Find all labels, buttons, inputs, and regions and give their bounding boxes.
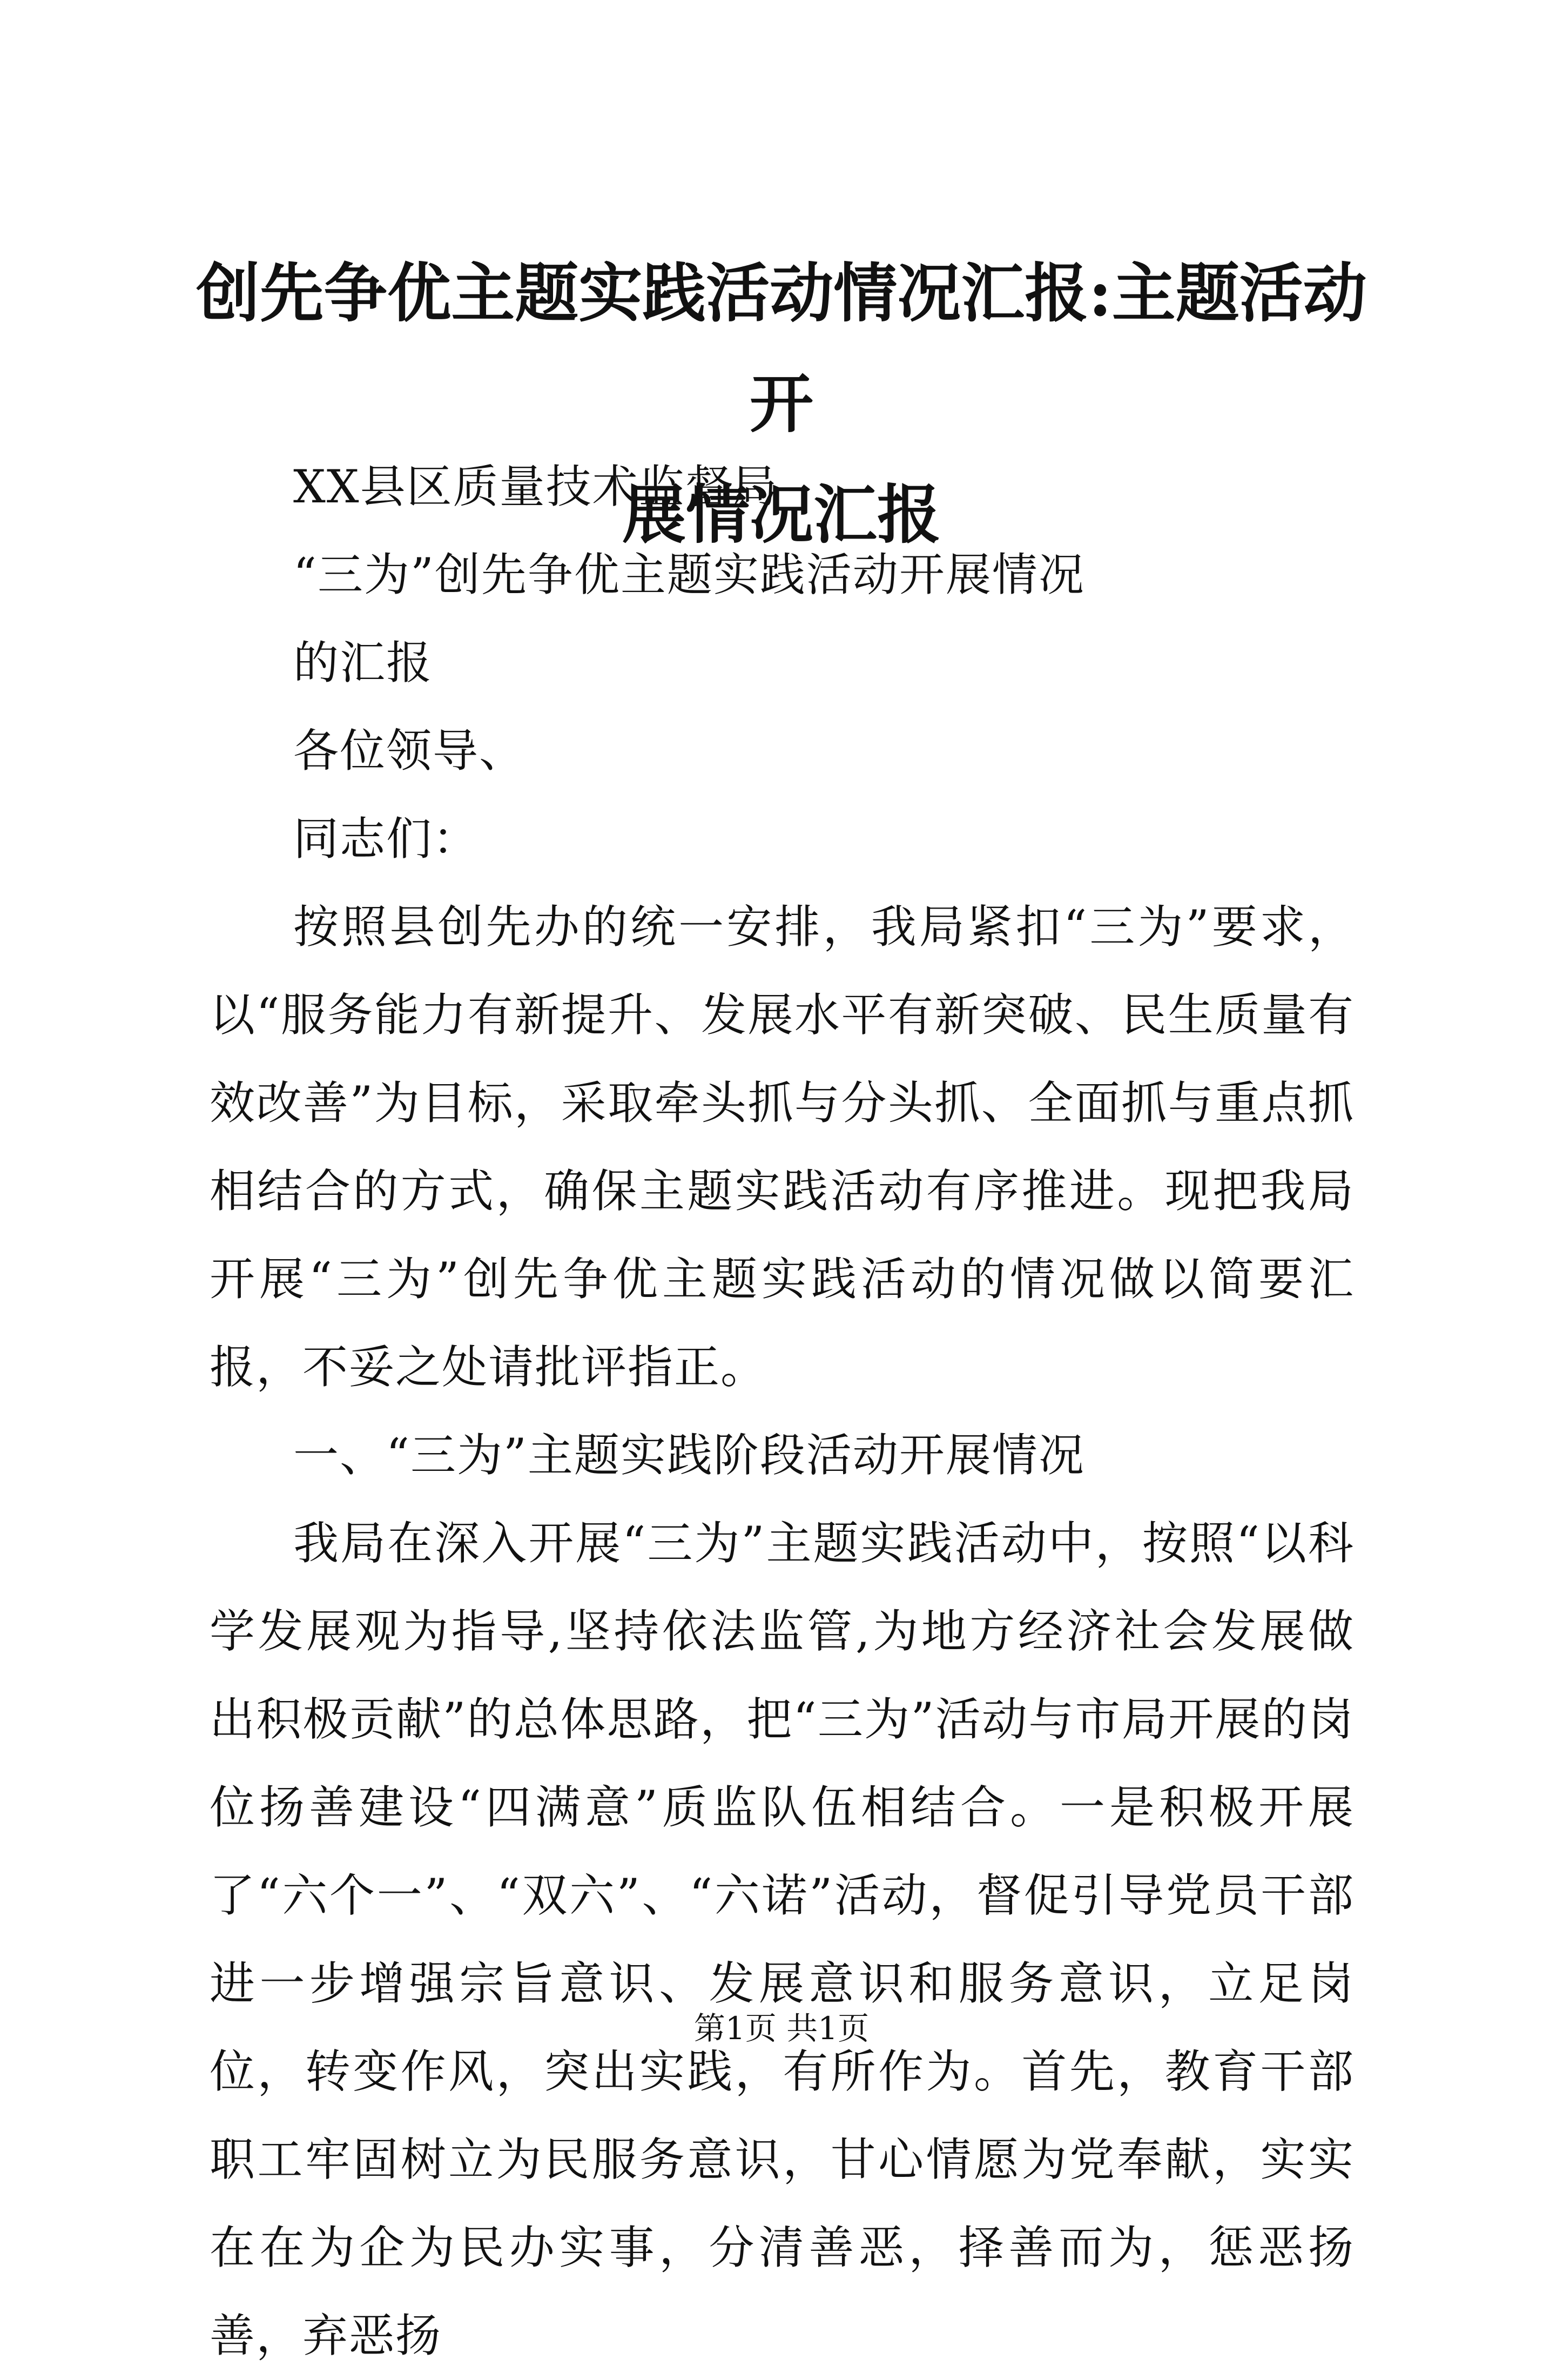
paragraph-subject-cont: 的汇报 [293, 636, 433, 689]
paragraph-section-1: 我局在深入开展“三为”主题实践活动中，按照“以科学发展观为指导,坚持依法监管,为地方经济社会发展做出积极贡献”的总体思路，把“三为”活动与市局开展的岗位扬善建设“四满意”质监队伍相结合。一是积极开展了“六个一”、“双六”、“六诺”活动，督促引导党员干部进一步增强宗旨意识、发展意识和服务意识，立足岗位，转变作风，突出实践，有所作为。首先，教育干部职工牢固树立为民服务意识，甘心情愿为党奉献，实实在在为企为民办实事，分清善恶，择善而为，惩恶扬善，弃恶扬 [210, 1517, 1355, 2362]
paragraph-subject: “三为”创先争优主题实践活动开展情况 [293, 548, 1085, 601]
page-footer: 第1页 共1页 [693, 2010, 870, 2047]
title-line-2: 展情况汇报 [622, 477, 941, 552]
section-heading-1: 一、“三为”主题实践阶段活动开展情况 [293, 1429, 1085, 1482]
paragraph-issuer: XX县区质量技术监督局 [293, 460, 778, 513]
paragraph-salutation-2: 同志们： [293, 812, 480, 865]
document-body [210, 443, 1355, 2380]
title-line-1: 创先争优主题实践活动情况汇报:主题活动开 [196, 256, 1367, 441]
paragraph-intro: 按照县创先办的统一安排，我局紧扣“三为”要求，以“服务能力有新提升、发展水平有新突破、民生质量有效改善”为目标，采取牵头抓与分头抓、全面抓与重点抓相结合的方式，确保主题实践活动有序推进。现把我局开展“三为”创先争优主题实践活动的情况做以简要汇报，不妥之处请批评指正。 [210, 900, 1355, 1394]
paragraph-salutation-1: 各位领导、 [293, 724, 526, 777]
